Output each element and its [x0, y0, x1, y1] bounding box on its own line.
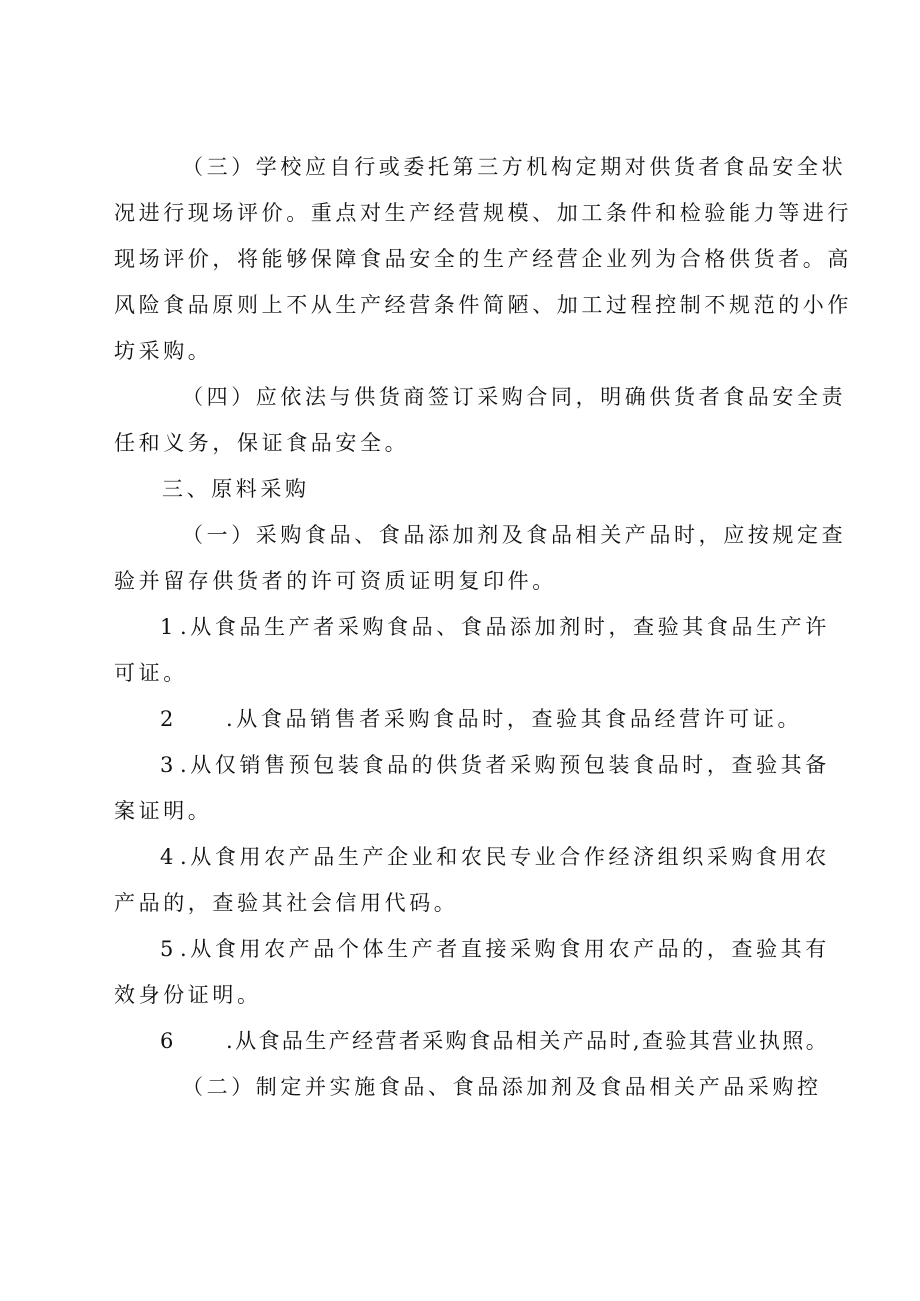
item-5-number: 5 [160, 937, 174, 961]
item-2-line-1: .从食品销售者采购食品时，查验其食品经营许可证。 [226, 707, 803, 731]
sub-1-line-1: （一）采购食品、食品添加剂及食品相关产品时，应按规定查 [182, 523, 847, 547]
paragraph-3-line-2: 况进行现场评价。重点对生产经营规模、加工条件和检验能力等进行 [114, 201, 852, 225]
paragraph-3-line-1: （三）学校应自行或委托第三方机构定期对供货者食品安全状 [182, 155, 847, 179]
item-1-line-1: .从食品生产者采购食品、食品添加剂时，查验其食品生产许 [180, 615, 830, 639]
sub-2-line-1: （二）制定并实施食品、食品添加剂及食品相关产品采购控 [182, 1075, 822, 1099]
item-4-number: 4 [160, 845, 174, 869]
item-6-line-1: .从食品生产经营者采购食品相关产品时,查验其营业执照。 [226, 1029, 830, 1053]
item-1-number: 1 [160, 615, 174, 639]
sub-1-line-2: 验并留存供货者的许可资质证明复印件。 [114, 569, 557, 593]
item-4-line-1: .从食用农产品生产企业和农民专业合作经济组织采购食用农 [180, 845, 830, 869]
paragraph-3-line-4: 风险食品原则上不从生产经营条件简陋、加工过程控制不规范的小作 [114, 293, 852, 317]
paragraph-3-line-5: 坊采购。 [114, 339, 213, 363]
item-6-number: 6 [160, 1029, 174, 1053]
item-5-line-2: 效身份证明。 [114, 983, 262, 1007]
paragraph-4-line-2: 任和义务，保证食品安全。 [114, 431, 410, 455]
item-3-line-1: .从仅销售预包装食品的供货者采购预包装食品时，查验其备 [180, 753, 830, 777]
paragraph-4-line-1: （四）应依法与供货商签订采购合同，明确供货者食品安全责 [182, 385, 847, 409]
section-3-heading: 三、原料采购 [162, 477, 310, 501]
paragraph-3-line-3: 现场评价，将能够保障食品安全的生产经营企业列为合格供货者。高 [114, 247, 852, 271]
item-1-line-2: 可证。 [114, 661, 188, 685]
item-4-line-2: 产品的，查验其社会信用代码。 [114, 891, 459, 915]
item-2-number: 2 [160, 707, 174, 731]
item-5-line-1: .从食用农产品个体生产者直接采购食用农产品的，查验其有 [180, 937, 830, 961]
item-3-number: 3 [160, 753, 174, 777]
item-3-line-2: 案证明。 [114, 799, 213, 823]
